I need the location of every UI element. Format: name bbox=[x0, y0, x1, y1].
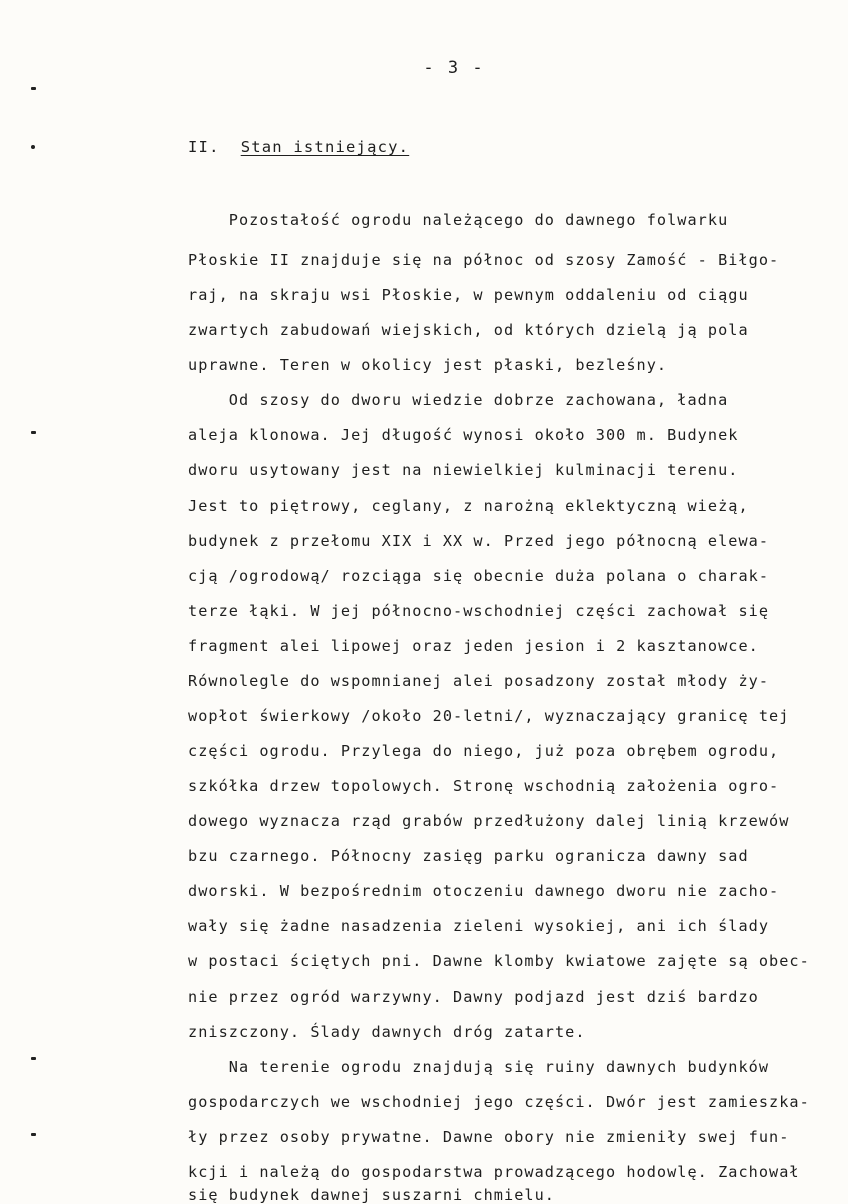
text-line: wopłot świerkowy /około 20-letni/, wyznaczający granicę tej bbox=[188, 707, 790, 725]
margin-mark bbox=[31, 431, 36, 434]
text-line: fragment alei lipowej oraz jeden jesion i 2 kasztanowce. bbox=[188, 637, 759, 655]
section-heading bbox=[188, 138, 409, 156]
text-line: się budynek dawnej suszarni chmielu. bbox=[188, 1186, 555, 1204]
text-line: Równolegle do wspomnianej alei posadzony został młody ży- bbox=[188, 672, 770, 690]
text-line: Jest to piętrowy, ceglany, z narożną eklektyczną wieżą, bbox=[188, 497, 749, 515]
text-line: szkółka drzew topolowych. Stronę wschodnią założenia ogro- bbox=[188, 777, 780, 795]
text-line: aleja klonowa. Jej długość wynosi około 300 m. Budynek bbox=[188, 426, 739, 444]
text-line: gospodarczych we wschodniej jego części. Dwór jest zamieszka- bbox=[188, 1093, 810, 1111]
text-line: budynek z przełomu XIX i XX w. Przed jego północną elewa- bbox=[188, 532, 770, 550]
text-line: dowego wyznacza rząd grabów przedłużony dalej linią krzewów bbox=[188, 812, 790, 830]
text-line: nie przez ogród warzywny. Dawny podjazd jest dziś bardzo bbox=[188, 988, 759, 1006]
section-number: II. bbox=[188, 138, 220, 156]
text-line: bzu czarnego. Północny zasięg parku ogranicza dawny sad bbox=[188, 847, 749, 865]
text-line: Od szosy do dworu wiedzie dobrze zachowana, ładna bbox=[188, 391, 729, 409]
text-line: Płoskie II znajduje się na północ od szosy Zamość - Biłgo- bbox=[188, 251, 780, 269]
text-line: uprawne. Teren w okolicy jest płaski, bezleśny. bbox=[188, 356, 668, 374]
text-line: kcji i należą do gospodarstwa prowadzącego hodowlę. Zachował bbox=[188, 1163, 800, 1181]
margin-mark bbox=[31, 1133, 36, 1136]
text-line: zniszczony. Ślady dawnych dróg zatarte. bbox=[188, 1023, 586, 1041]
text-line: dworu usytowany jest na niewielkiej kulminacji terenu. bbox=[188, 461, 739, 479]
text-line: zwartych zabudowań wiejskich, od których dzielą ją pola bbox=[188, 321, 749, 339]
text-line: cją /ogrodową/ rozciąga się obecnie duża polana o charak- bbox=[188, 567, 770, 585]
text-line: ły przez osoby prywatne. Dawne obory nie zmieniły swej fun- bbox=[188, 1128, 790, 1146]
text-line: dworski. W bezpośrednim otoczeniu dawnego dworu nie zacho- bbox=[188, 882, 780, 900]
text-line: w postaci ściętych pni. Dawne klomby kwiatowe zajęte są obec- bbox=[188, 952, 810, 970]
section-title: Stan istniejący. bbox=[240, 138, 410, 156]
margin-mark bbox=[31, 145, 35, 149]
margin-mark bbox=[31, 1057, 36, 1060]
text-line: raj, na skraju wsi Płoskie, w pewnym oddaleniu od ciągu bbox=[188, 286, 749, 304]
margin-mark bbox=[31, 87, 36, 90]
text-line: Na terenie ogrodu znajdują się ruiny dawnych budynków bbox=[188, 1058, 770, 1076]
text-line: wały się żadne nasadzenia zieleni wysokiej, ani ich ślady bbox=[188, 917, 770, 935]
page-number: - 3 - bbox=[423, 58, 485, 78]
text-line: części ogrodu. Przylega do niego, już poza obrębem ogrodu, bbox=[188, 742, 780, 760]
text-line: terze łąki. W jej północno-wschodniej części zachował się bbox=[188, 602, 770, 620]
text-line: Pozostałość ogrodu należącego do dawnego folwarku bbox=[188, 211, 729, 229]
